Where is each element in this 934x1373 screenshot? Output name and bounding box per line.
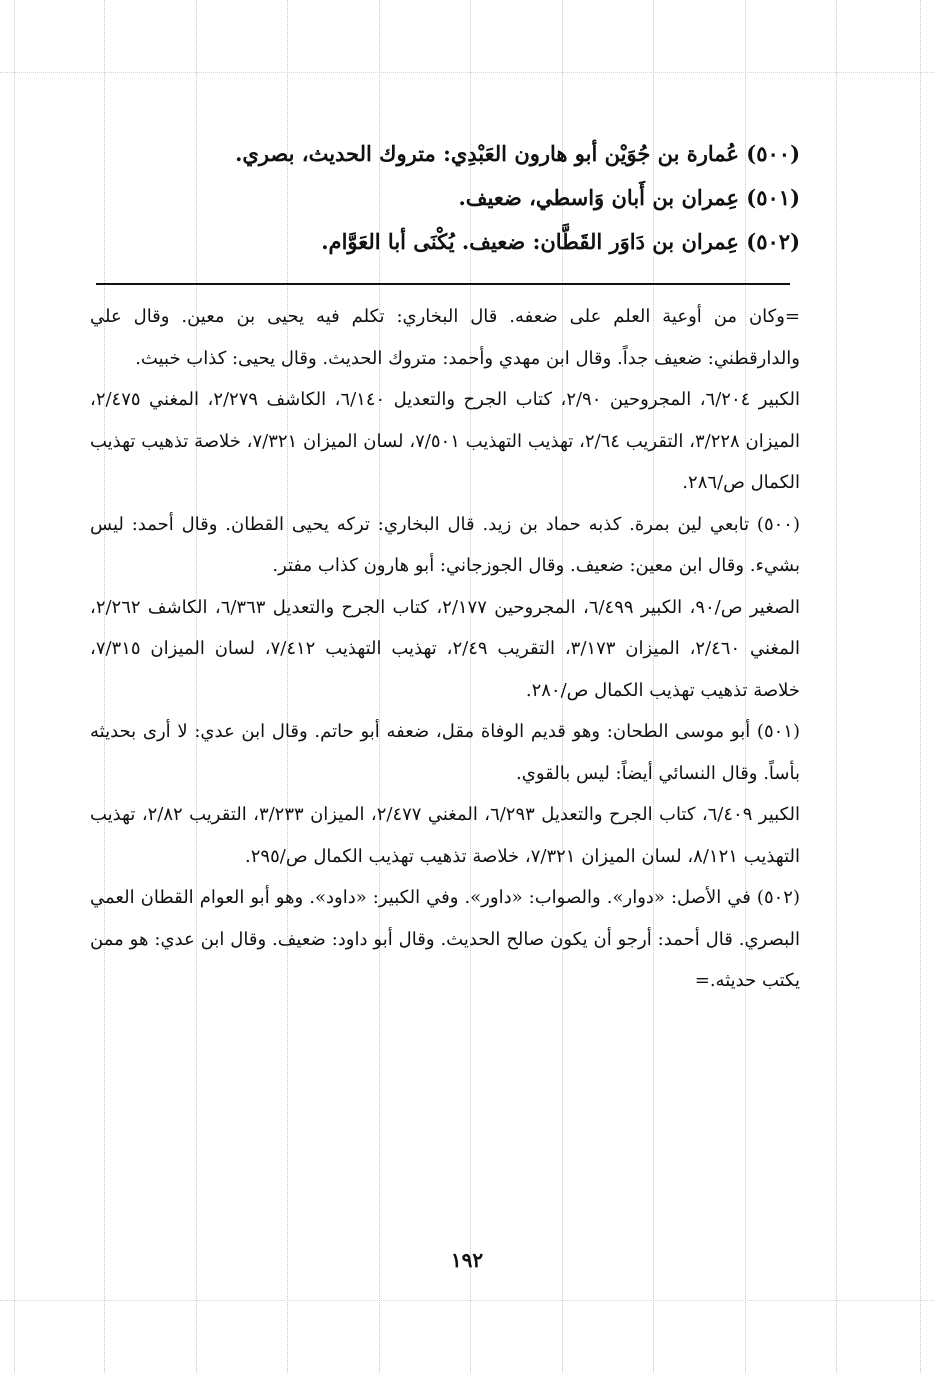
footnote-502: (٥٠٢) في الأصل: «دوار». والصواب: «داور». وفي الكبير: «داود». وهو أبو العوام القطان العمي البصري. قال أحمد: أرجو أن يكون صالح الحديث. وقال أبو داود: ضعيف. وقال ابن عدي: هو ممن يكتب حديثه.= [90, 887, 800, 991]
main-entries [90, 132, 800, 264]
scan-guide-line [920, 0, 921, 1373]
footnotes [90, 296, 800, 1002]
footnote-continued: =وكان من أوعية العلم على ضعفه. قال البخاري: تكلم فيه يحيى بن معين. وقال علي والدارقطني: ضعيف جداً. وقال ابن مهدي وأحمد: متروك الحديث. وقال يحيى: كذاب خبيث. [90, 306, 800, 369]
entry-501: (٥٠١) عِمران بن أَبان وَاسطي، ضعيف. [458, 185, 800, 210]
entry-500: (٥٠٠) عُمارة بن جُوَيْن أبو هارون العَبْدِي: متروك الحديث، بصري. [235, 141, 800, 166]
footnote-references: الكبير ٦/٢٠٤، المجروحين ٢/٩٠، كتاب الجرح والتعديل ٦/١٤٠، الكاشف ٢/٢٧٩، المغني ٢/٤٧٥، الميزان ٣/٢٢٨، التقريب ٢/٦٤، تهذيب التهذيب ٧/٥٠١، لسان الميزان ٧/٣٢١، خلاصة تذهيب تهذيب الكمال ص/٢٨٦. [90, 389, 800, 493]
footnote-501: (٥٠١) أبو موسى الطحان: وهو قديم الوفاة مقل، ضعفه أبو حاتم. وقال ابن عدي: لا أرى بحديثه بأساً. وقال النسائي أيضاً: ليس بالقوي. [90, 721, 800, 784]
footnote-references: الكبير ٦/٤٠٩، كتاب الجرح والتعديل ٦/٢٩٣، المغني ٢/٤٧٧، الميزان ٣/٢٣٣، التقريب ٢/٨٢، تهذيب التهذيب ٨/١٢١، لسان الميزان ٧/٣٢١، خلاصة تذهيب تهذيب الكمال ص/٢٩٥. [90, 804, 800, 867]
entry-502: (٥٠٢) عِمران بن دَاوَر القَطَّان: ضعيف. يُكْنَى أبا العَوَّام. [321, 229, 800, 254]
footnote-separator [96, 283, 790, 285]
page-number: ١٩٢ [450, 1248, 484, 1272]
scan-guide-line [0, 1300, 934, 1301]
scan-guide-line [14, 0, 15, 1373]
footnote-references: الصغير ص/٩٠، الكبير ٦/٤٩٩، المجروحين ٢/١٧٧، كتاب الجرح والتعديل ٦/٣٦٣، الكاشف ٢/٢٦٢، المغني ٢/٤٦٠، الميزان ٣/١٧٣، التقريب ٢/٤٩، تهذيب التهذيب ٧/٤١٢، لسان الميزان ٧/٣١٥، خلاصة تذهيب تهذيب الكمال ص/٢٨٠. [90, 596, 800, 701]
scan-guide-line [836, 0, 837, 1373]
scan-guide-line [0, 72, 934, 73]
footnote-500: (٥٠٠) تابعي لين بمرة. كذبه حماد بن زيد. قال البخاري: تركه يحيى القطان. وقال أحمد: ليس بشيء. وقال ابن معين: ضعيف. وقال الجوزجاني: أبو هارون كذاب مفتر. [90, 513, 800, 576]
